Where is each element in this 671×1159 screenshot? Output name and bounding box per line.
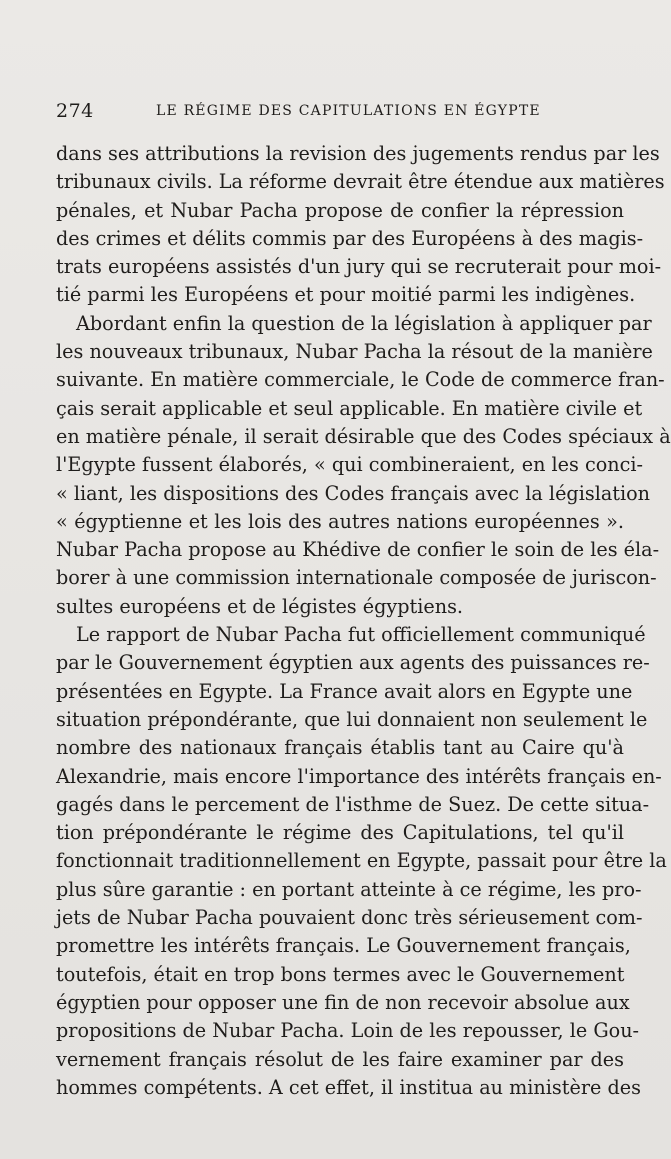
text-line: tion prépondérante le régime des Capitulations, tel qu'il	[56, 821, 624, 845]
text-line: nombre des nationaux français établis tant au Caire qu'à	[56, 736, 624, 760]
text-line: « liant, les dispositions des Codes français avec la législation	[56, 481, 651, 505]
text-line: vernement français résolut de les faire examiner par des	[56, 1047, 624, 1071]
text-line: çais serait applicable et seul applicable. En matière civile et	[56, 396, 643, 420]
text-line: fonctionnait traditionnellement en Egypte, passait pour être la	[56, 849, 667, 873]
text-line: gagés dans le percement de l'isthme de Suez. De cette situa-	[56, 792, 650, 816]
text-line: tribunaux civils. La réforme devrait être étendue aux matières	[56, 170, 665, 194]
text-line: Alexandrie, mais encore l'importance des intérêts français en-	[56, 764, 662, 788]
text-line: jets de Nubar Pacha pouvaient donc très sérieusement com-	[56, 906, 643, 930]
body-text	[56, 140, 671, 1102]
text-line: Le rapport de Nubar Pacha fut officiellement communiqué	[76, 623, 646, 647]
text-line: l'Egypte fussent élaborés, « qui combineraient, en les conci-	[56, 453, 643, 477]
text-line: pénales, et Nubar Pacha propose de confier la répression	[56, 198, 624, 222]
text-line: propositions de Nubar Pacha. Loin de les repousser, le Gou-	[56, 1019, 640, 1043]
text-line: par le Gouvernement égyptien aux agents des puissances re-	[56, 651, 650, 675]
text-line: des crimes et délits commis par des Européens à des magis-	[56, 226, 644, 250]
text-line: présentées en Egypte. La France avait alors en Egypte une	[56, 679, 633, 703]
text-line: en matière pénale, il serait désirable que des Codes spéciaux à	[56, 424, 671, 448]
text-line: toutefois, était en trop bons termes avec le Gouvernement	[56, 962, 625, 986]
text-line: trats européens assistés d'un jury qui se recruterait pour moi-	[56, 255, 662, 279]
text-line: hommes compétents. A cet effet, il institua au ministère des	[56, 1075, 641, 1099]
page-header	[56, 100, 624, 126]
text-line: Nubar Pacha propose au Khédive de confier le soin de les éla-	[56, 538, 660, 562]
text-line: borer à une commission internationale composée de juriscon-	[56, 566, 657, 590]
text-line: promettre les intérêts français. Le Gouvernement français,	[56, 934, 631, 958]
text-line: Abordant enfin la question de la législation à appliquer par	[76, 311, 652, 335]
text-line: dans ses attributions la revision des jugements rendus par les	[56, 142, 660, 165]
running-title: LE RÉGIME DES CAPITULATIONS EN ÉGYPTE	[156, 103, 541, 119]
page-number: 274	[56, 100, 94, 122]
text-line: égyptien pour opposer une fin de non recevoir absolue aux	[56, 990, 630, 1014]
text-line: tié parmi les Européens et pour moitié parmi les indigènes.	[56, 283, 636, 307]
text-line: les nouveaux tribunaux, Nubar Pacha la résout de la manière	[56, 340, 653, 364]
text-line: situation prépondérante, que lui donnaient non seulement le	[56, 707, 648, 731]
text-line: suivante. En matière commerciale, le Code de commerce fran-	[56, 368, 665, 392]
text-line: « égyptienne et les lois des autres nations européennes ».	[56, 509, 624, 533]
text-line: sultes européens et de légistes égyptiens.	[56, 594, 464, 618]
text-line: plus sûre garantie : en portant atteinte à ce régime, les pro-	[56, 877, 642, 901]
